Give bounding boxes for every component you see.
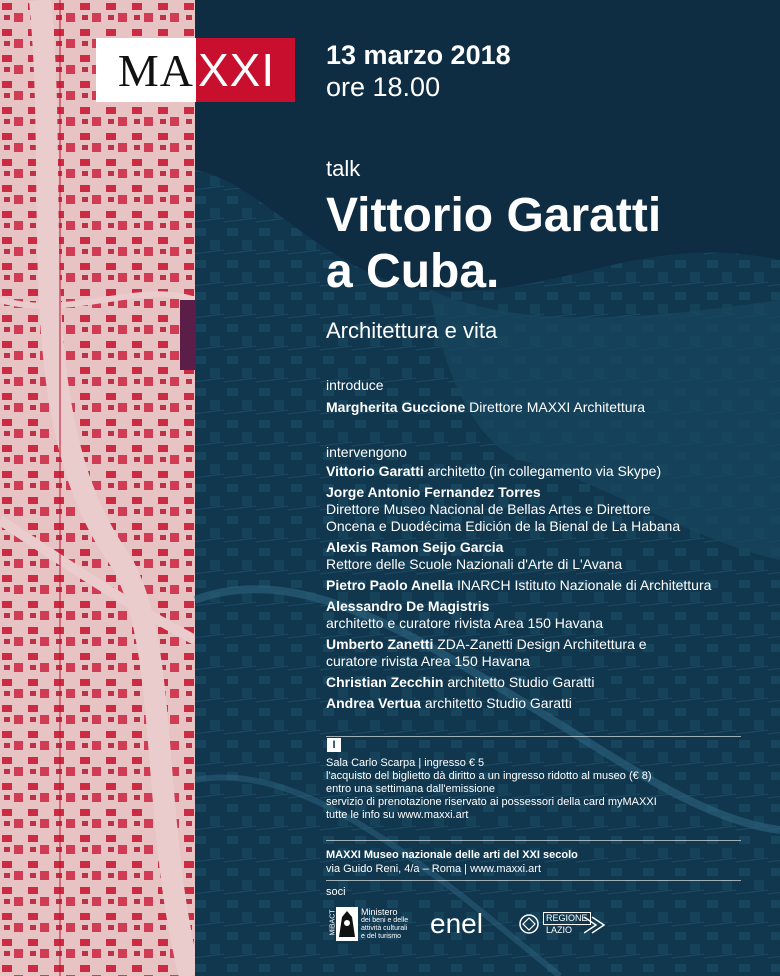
speaker-name: Christian Zecchin xyxy=(326,674,444,690)
speaker-name: Jorge Antonio Fernandez Torres xyxy=(326,484,541,500)
regione-line: LAZIO xyxy=(546,925,573,935)
soci-label: soci xyxy=(326,886,346,898)
speaker-name: Pietro Paolo Anella xyxy=(326,577,454,593)
divider xyxy=(326,736,741,737)
speaker-name: Alessandro De Magistris xyxy=(326,598,490,614)
speaker-item xyxy=(326,463,766,480)
info-block xyxy=(326,757,746,822)
speakers-list xyxy=(326,463,766,716)
speaker-role: architetto Studio Garatti xyxy=(447,674,595,690)
info-line: l'acquisto del biglietto dà diritto a un ingresso ridotto al museo (€ 8) xyxy=(326,770,652,782)
speaker-name: Umberto Zanetti xyxy=(326,636,434,652)
mibact-line: Ministero xyxy=(361,907,398,917)
logo-xxi: XXI xyxy=(196,38,295,102)
intro-name: Margherita Guccione xyxy=(326,399,466,415)
title-line-1: Vittorio Garatti xyxy=(326,189,662,242)
info-icon: I xyxy=(327,738,341,752)
regione-arrow-icon xyxy=(584,915,606,935)
speaker-item xyxy=(326,577,766,594)
divider xyxy=(326,880,741,881)
event-title xyxy=(326,188,766,300)
speaker-role: INARCH Istituto Nazionale di Architettura xyxy=(456,577,712,593)
speaker-name: Alexis Ramon Seijo Garcia xyxy=(326,539,504,555)
mibact-text xyxy=(361,907,408,941)
intro-label: introduce xyxy=(326,377,384,393)
intro-line xyxy=(326,398,645,416)
event-date: 13 marzo 2018 xyxy=(326,40,511,70)
museum-address[interactable]: via Guido Reni, 4/a – Roma | www.maxxi.art xyxy=(326,863,541,875)
speaker-role: Rettore delle Scuole Nazionali d'Arte di L'Avana xyxy=(326,556,623,572)
mibact-logo xyxy=(326,905,418,945)
mibact-emblem-icon xyxy=(336,907,358,941)
intro-role: Direttore MAXXI Architettura xyxy=(469,399,645,415)
info-line[interactable]: tutte le info su www.maxxi.art xyxy=(326,809,469,821)
speaker-item xyxy=(326,636,656,670)
speaker-item xyxy=(326,598,766,632)
mibact-line: dei beni e delle xyxy=(361,917,409,924)
info-line: Sala Carlo Scarpa | ingresso € 5 xyxy=(326,757,485,769)
regione-lazio-logo xyxy=(518,911,608,941)
speaker-role: ZDA-Zanetti Design Architettura e curatore rivista Area 150 Havana xyxy=(326,636,647,669)
info-line: servizio di prenotazione riservato ai possessori della card myMAXXI xyxy=(326,796,657,808)
speaker-name: Andrea Vertua xyxy=(326,695,421,711)
regione-line: REGIONE xyxy=(543,912,591,925)
speaker-item xyxy=(326,695,766,712)
museum-name: MAXXI Museo nazionale delle arti del XXI secolo xyxy=(326,849,578,861)
event-time: ore 18.00 xyxy=(326,72,441,102)
speaker-item xyxy=(326,674,766,691)
speaker-role: Direttore Museo Nacional de Bellas Artes e Direttore Oncena e Duodécima Edición de la Bienal de La Habana xyxy=(326,501,681,534)
regione-emblem-icon xyxy=(518,913,540,935)
speaker-item xyxy=(326,539,766,573)
logo-ma: MA xyxy=(96,38,196,102)
speaker-role: architetto e curatore rivista Area 150 Havana xyxy=(326,615,604,631)
speakers-label: intervengono xyxy=(326,444,407,460)
mibact-line: attività culturali xyxy=(361,925,408,932)
mibact-line: e del turismo xyxy=(361,933,402,940)
sponsor-logos xyxy=(326,905,626,945)
title-line-2: a Cuba. xyxy=(326,245,500,298)
speaker-role: architetto Studio Garatti xyxy=(424,695,572,711)
event-kicker: talk xyxy=(326,156,361,181)
speaker-name: Vittorio Garatti xyxy=(326,463,424,479)
speaker-role: architetto (in collegamento via Skype) xyxy=(427,463,662,479)
museum-block xyxy=(326,848,578,876)
speaker-item xyxy=(326,484,766,535)
maxxi-logo xyxy=(96,38,295,102)
info-line: entro una settimana dall'emissione xyxy=(326,783,496,795)
divider xyxy=(326,840,741,841)
event-subtitle: Architettura e vita xyxy=(326,318,498,343)
mibact-vertical-label: MiBACT xyxy=(329,909,337,936)
enel-logo: enel xyxy=(430,908,483,939)
